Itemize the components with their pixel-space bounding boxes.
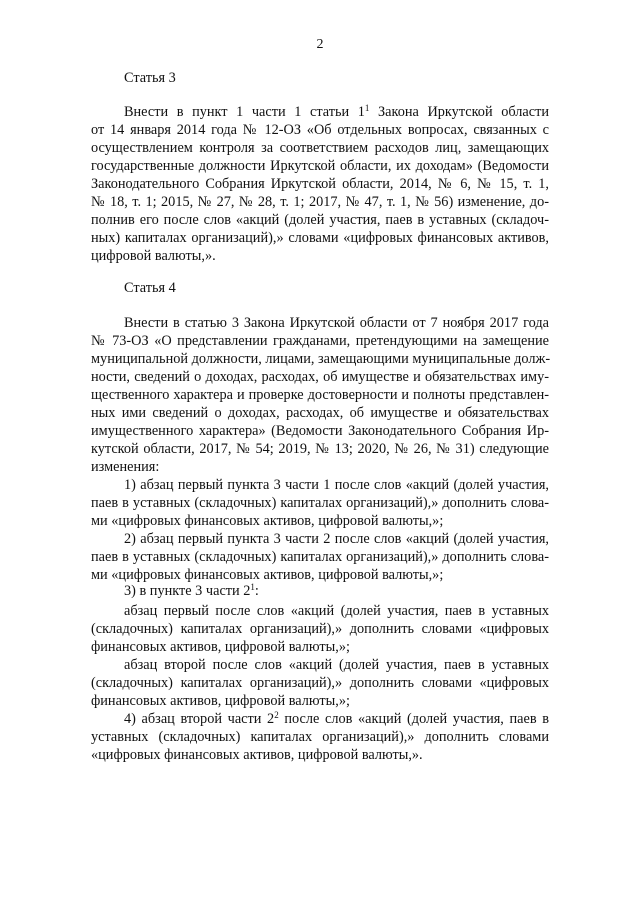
article-4-line: финансовых активов, цифровой валюты,»;: [91, 693, 350, 709]
article-4-line: уставных (складочных) капиталах организаций),» дополнить словами: [91, 729, 549, 745]
article-4-line: Внести в статью 3 Закона Иркутской области от 7 ноября 2017 года: [124, 315, 549, 331]
article-4-line: (складочных) капиталах организаций),» дополнить словами «цифровых: [91, 621, 549, 637]
article-4-line: абзац первый после слов «акций (долей участия, паев в уставных: [124, 603, 549, 619]
article-3-line: осуществлением контроля за соответствием расходов лиц, замещающих: [91, 140, 549, 156]
article-4-line: ми «цифровых финансовых активов, цифровой валюты,»;: [91, 513, 444, 529]
article-4-line: щественного характера и проверке достоверности и полноты представлен-: [91, 387, 549, 403]
article-4-line: паев в уставных (складочных) капиталах организаций),» дополнить слова-: [91, 549, 549, 565]
article-4-line: абзац второй после слов «акций (долей участия, паев в уставных: [124, 657, 549, 673]
page-number: 2: [316, 37, 324, 52]
article-4-line: № 73-ОЗ «О представлении гражданами, претендующими на замещение: [91, 333, 549, 349]
article-4-line: кутской области, 2017, № 54; 2019, № 13; 2020, № 26, № 31) следующие: [91, 441, 549, 457]
footnote-superscript: 1: [364, 103, 370, 113]
footnote-superscript: 1: [250, 582, 255, 592]
article-3-line: Законодательного Собрания Иркутской области, 2014, № 6, № 15, т. 1,: [91, 176, 549, 192]
article-4-line: паев в уставных (складочных) капиталах организаций),» дополнить слова-: [91, 495, 549, 511]
article-3-line: цифровой валюты,».: [91, 248, 216, 264]
article-4-line: муниципальной должности, лицами, замещающими муниципальные долж-: [91, 351, 551, 367]
footnote-superscript: 2: [274, 710, 279, 720]
article-3-line: № 18, т. 1; 2015, № 27, № 28, т. 1; 2017, № 47, т. 1, № 56) изменение, до-: [91, 194, 549, 210]
article-3-line: государственные должности Иркутской области, их доходам» (Ведомости: [91, 158, 549, 174]
article-3-line: полнив его после слов «акций (долей участия, паев в уставных (складоч-: [91, 212, 549, 228]
article-4-line: 4) абзац второй части $2^2$ после слов «акций (долей участия, паев в: [124, 710, 549, 727]
article-4-line: изменения:: [91, 459, 160, 475]
article-4-line: ных ими сведений о доходах, расходах, об имуществе и обязательствах: [91, 405, 549, 421]
article-4-line: ности, сведений о доходах, расходах, об имуществе и обязательствах иму-: [91, 369, 549, 385]
article-4-line: финансовых активов, цифровой валюты,»;: [91, 639, 350, 655]
article-4-line: 2) абзац первый пункта 3 части 2 после слов «акций (долей участия,: [124, 531, 549, 547]
article-4-line: 1) абзац первый пункта 3 части 1 после слов «акций (долей участия,: [124, 477, 549, 493]
article-4-line: ми «цифровых финансовых активов, цифровой валюты,»;: [91, 567, 444, 583]
article-3-heading: Статья 3: [124, 70, 176, 86]
article-4-line: (складочных) капиталах организаций),» дополнить словами «цифровых: [91, 675, 549, 691]
article-4-line: имущественного характера» (Ведомости Законодательного Собрания Ир-: [91, 423, 549, 439]
article-3-line: от 14 января 2014 года № 12-ОЗ «Об отдельных вопросах, связанных с: [91, 122, 549, 138]
article-4-line: «цифровых финансовых активов, цифровой валюты,».: [91, 747, 423, 763]
article-3-line: Внести в пункт 1 части 1 статьи $1^1$ Закона Иркутской области: [124, 103, 549, 120]
article-4-line: 3) в пункте 3 части $2^1$:: [124, 582, 259, 599]
article-4-heading: Статья 4: [124, 280, 176, 296]
article-3-line: ных) капиталах организаций),» словами «цифровых финансовых активов,: [91, 230, 549, 246]
